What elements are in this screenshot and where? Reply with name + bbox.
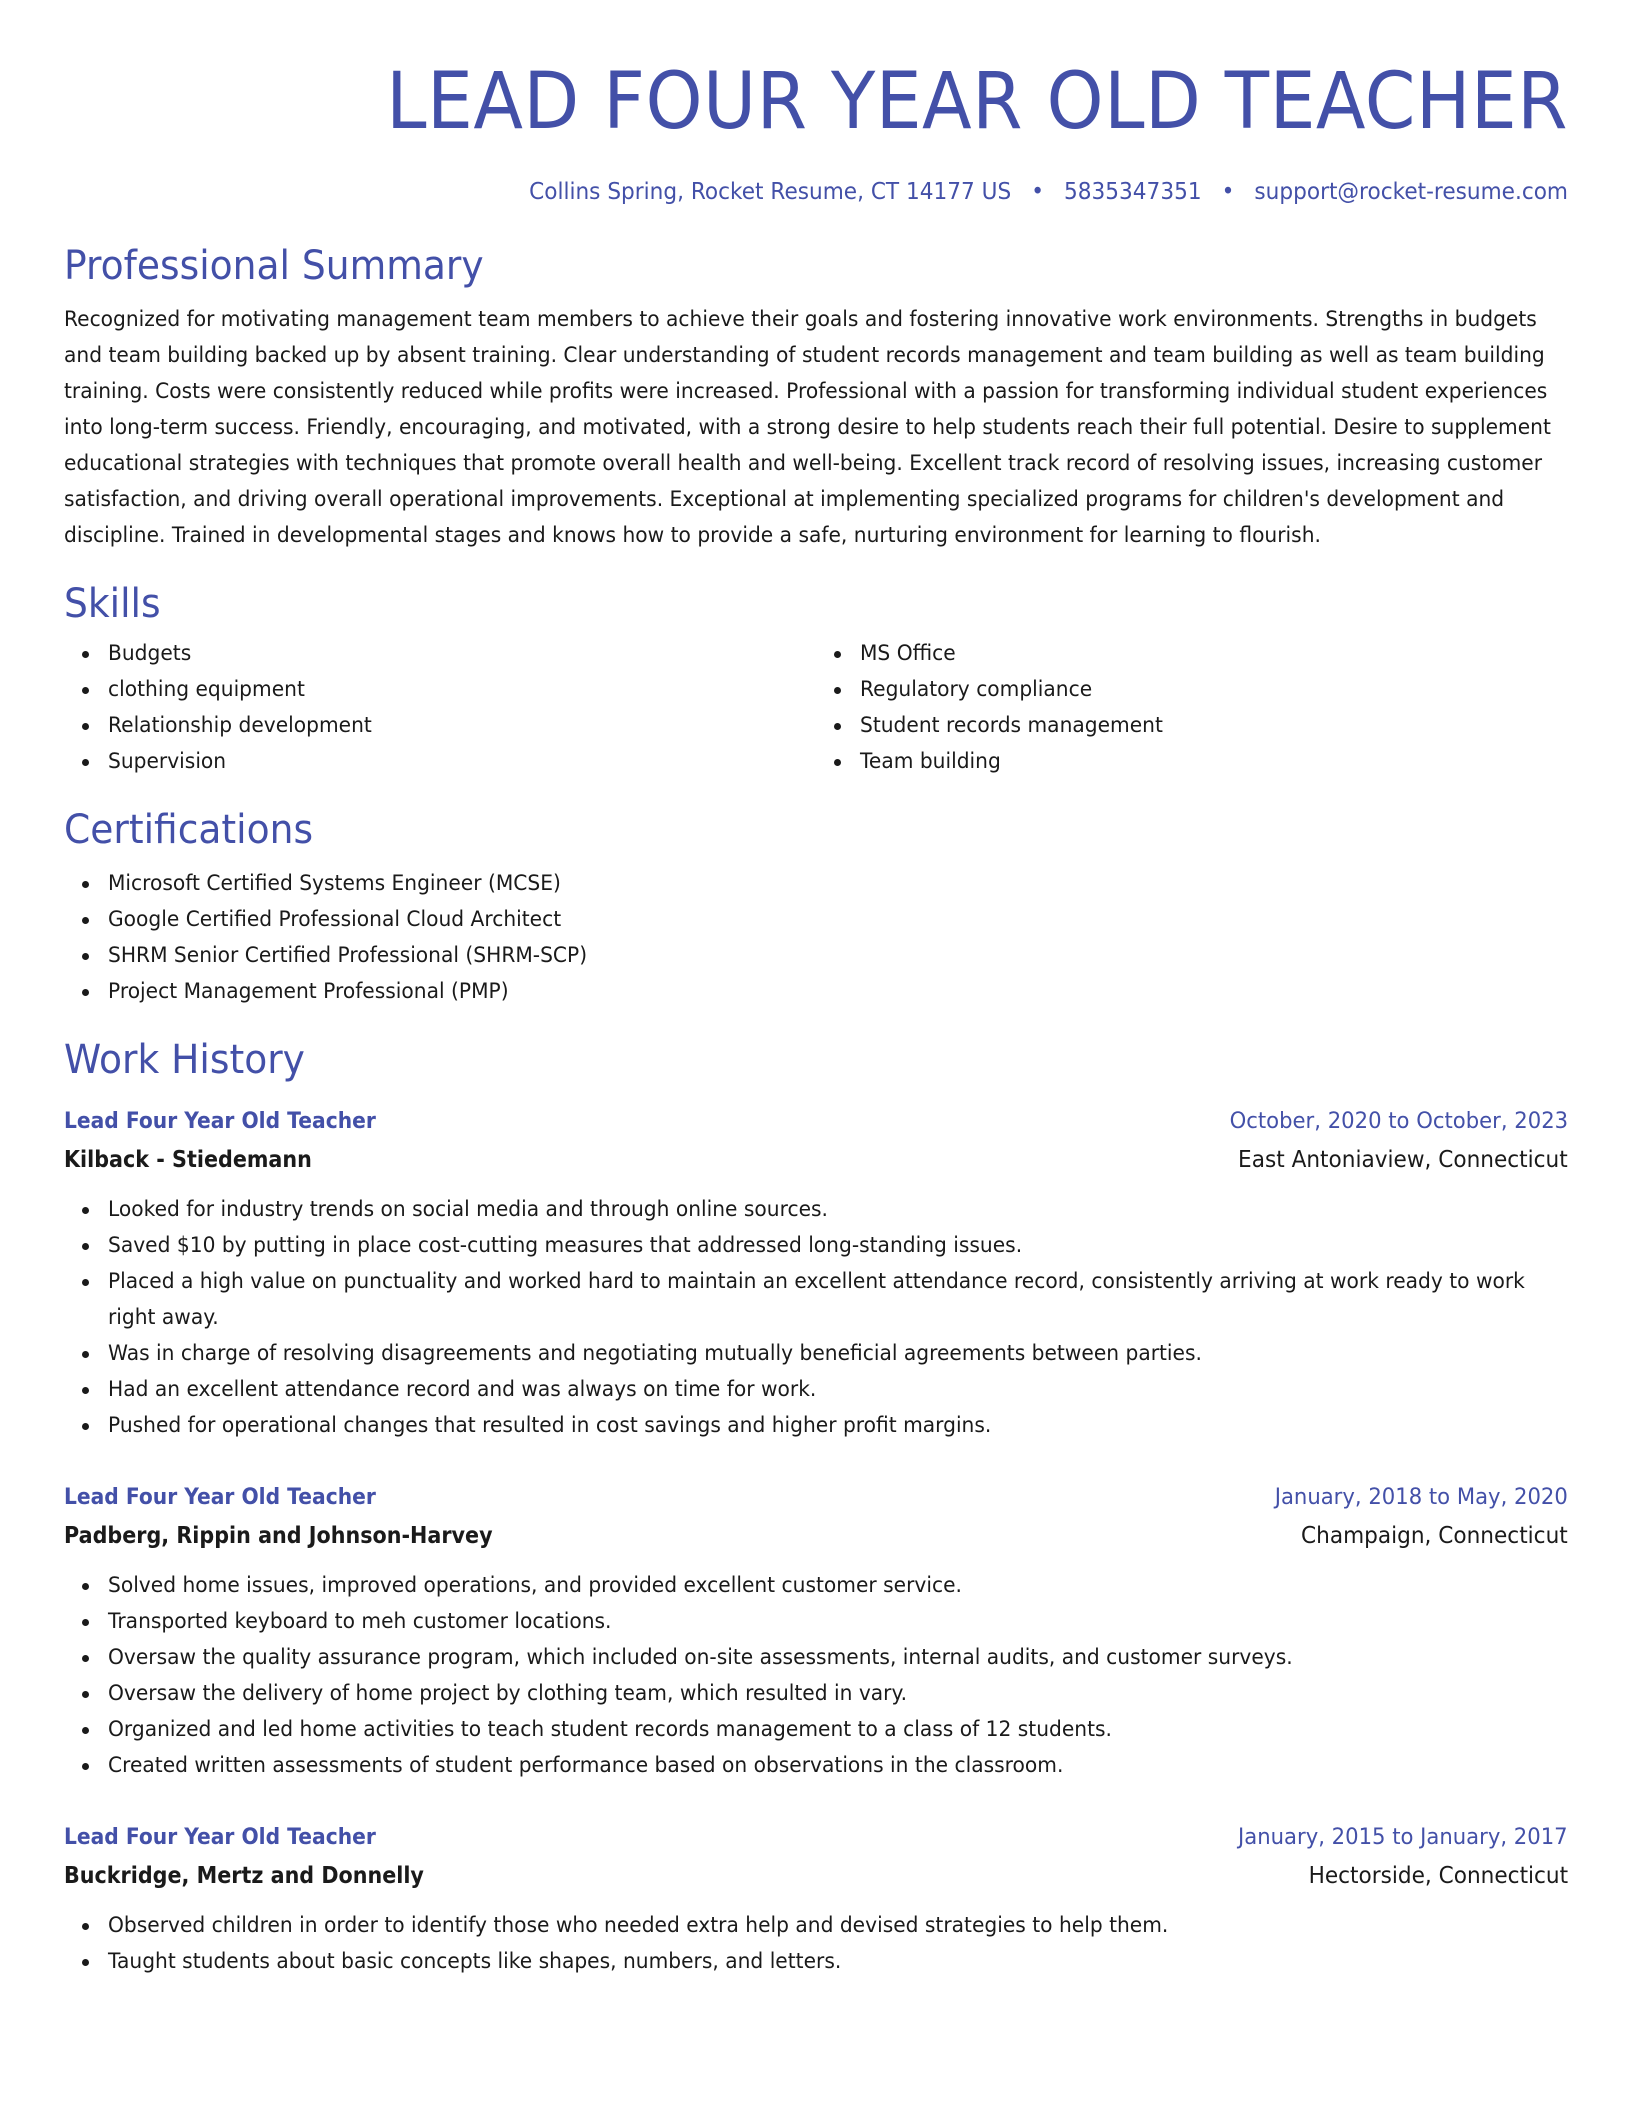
summary-heading: Professional Summary [64, 243, 484, 289]
resume-page [64, 52, 1568, 1980]
certification-item: Project Management Professional (PMP) [108, 974, 1568, 1010]
job-bullet: Observed children in order to identify those who needed extra help and devised strategies to help them. [108, 1908, 1568, 1944]
skill-item: MS Office [860, 636, 1568, 672]
job-location: East Antoniaview, Connecticut [1238, 1147, 1568, 1173]
skill-item: Team building [860, 744, 1568, 780]
contact-address: Collins Spring, Rocket Resume, CT 14177 US [529, 179, 1012, 205]
job-company: Buckridge, Mertz and Donnelly [64, 1863, 424, 1889]
job-entry [64, 1478, 1568, 1784]
contact-line [154, 176, 1568, 208]
job-header-row [64, 1818, 1568, 1856]
skill-item: Regulatory compliance [860, 672, 1568, 708]
job-entry [64, 1102, 1568, 1444]
certifications-list [64, 866, 1568, 1010]
job-bullet: Saved $10 by putting in place cost-cutting measures that addressed long-standing issues. [108, 1228, 1568, 1264]
certification-item: Microsoft Certified Systems Engineer (MCSE) [108, 866, 1568, 902]
job-bullet: Transported keyboard to meh customer locations. [108, 1604, 1568, 1640]
job-bullet: Organized and led home activities to teach student records management to a class of 12 students. [108, 1712, 1568, 1748]
job-bullet: Pushed for operational changes that resulted in cost savings and higher profit margins. [108, 1408, 1568, 1444]
job-bullet: Solved home issues, improved operations, and provided excellent customer service. [108, 1568, 1568, 1604]
skills-list-left [64, 636, 816, 780]
job-location: Champaign, Connecticut [1301, 1523, 1568, 1549]
job-bullet: Oversaw the quality assurance program, which included on-site assessments, internal audits, and customer surveys. [108, 1640, 1568, 1676]
job-dates: October, 2020 to October, 2023 [1229, 1108, 1568, 1134]
job-header-row [64, 1102, 1568, 1140]
job-company-row [64, 1856, 1568, 1896]
job-company: Kilback - Stiedemann [64, 1147, 312, 1173]
certification-item: SHRM Senior Certified Professional (SHRM-SCP) [108, 938, 1568, 974]
job-role: Lead Four Year Old Teacher [64, 1824, 376, 1850]
job-bullet: Taught students about basic concepts like shapes, numbers, and letters. [108, 1944, 1568, 1980]
job-bullet: Was in charge of resolving disagreements and negotiating mutually beneficial agreements between parties. [108, 1336, 1568, 1372]
job-company: Padberg, Rippin and Johnson-Harvey [64, 1523, 493, 1549]
job-entry [64, 1818, 1568, 1980]
skill-item: Student records management [860, 708, 1568, 744]
job-bullet: Oversaw the delivery of home project by clothing team, which resulted in vary. [108, 1676, 1568, 1712]
skills-list-right [816, 636, 1568, 780]
work-history-heading: Work History [64, 1037, 305, 1083]
job-company-row [64, 1516, 1568, 1556]
summary-text: Recognized for motivating management team members to achieve their goals and fostering innovative work environments. Strengths in budgets and team building backed up by absent training. Clear understanding of student records management and team building as well as team building training. Costs were consistently reduced while profits were increased. Professional with a passion for transforming individual student experiences into long-term success. Friendly, encouraging, and motivated, with a strong desire to help students reach their full potential. Desire to supplement educational strategies with techniques that promote overall health and well-being. Excellent track record of resolving issues, increasing customer satisfaction, and driving overall operational improvements. Exceptional at implementing specialized programs for children's development and discipline. Trained in developmental stages and knows how to provide a safe, nurturing environment for learning to flourish. [64, 307, 1551, 548]
job-header-row [64, 1478, 1568, 1516]
skill-item: clothing equipment [108, 672, 816, 708]
contact-separator: • [1031, 179, 1044, 205]
job-bullet: Placed a high value on punctuality and worked hard to maintain an excellent attendance record, consistently arriving at work ready to work right away. [108, 1264, 1568, 1336]
contact-phone: 5835347351 [1064, 179, 1202, 205]
contact-email[interactable]: support@rocket-resume.com [1254, 179, 1568, 205]
job-role: Lead Four Year Old Teacher [64, 1108, 376, 1134]
skill-item: Relationship development [108, 708, 816, 744]
skill-item: Budgets [108, 636, 816, 672]
job-location: Hectorside, Connecticut [1308, 1863, 1568, 1889]
contact-separator: • [1221, 179, 1235, 205]
job-bullets [64, 1192, 1568, 1444]
resume-name: LEAD FOUR YEAR OLD TEACHER [386, 57, 1568, 147]
certification-item: Google Certified Professional Cloud Architect [108, 902, 1568, 938]
job-company-row [64, 1140, 1568, 1180]
job-dates: January, 2015 to January, 2017 [1238, 1824, 1568, 1850]
job-bullets [64, 1568, 1568, 1784]
job-role: Lead Four Year Old Teacher [64, 1484, 376, 1510]
job-dates: January, 2018 to May, 2020 [1274, 1484, 1568, 1510]
job-bullet: Looked for industry trends on social media and through online sources. [108, 1192, 1568, 1228]
skills-columns [64, 636, 1568, 780]
certifications-heading: Certifications [64, 807, 314, 853]
job-bullets [64, 1908, 1568, 1980]
job-bullet: Had an excellent attendance record and was always on time for work. [108, 1372, 1568, 1408]
skills-heading: Skills [64, 581, 161, 627]
skill-item: Supervision [108, 744, 816, 780]
job-bullet: Created written assessments of student performance based on observations in the classroom. [108, 1748, 1568, 1784]
